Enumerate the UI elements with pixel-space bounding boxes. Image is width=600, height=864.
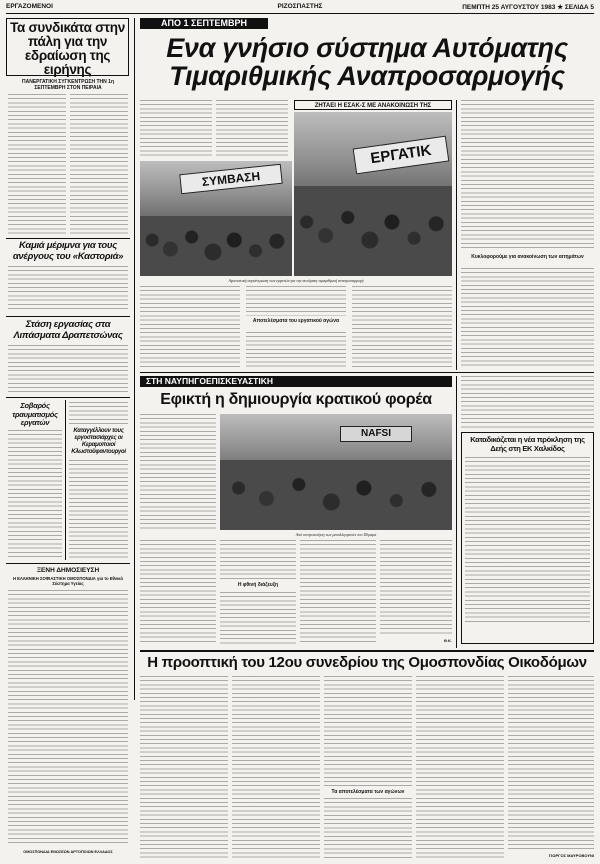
kastora-body <box>8 266 128 312</box>
unions-headline: Τα συνδικάτα στην πάλη για την εδραίωση της ειρήνης <box>10 20 125 77</box>
announce-subhead: Η ΕΛΛΗΝΙΚΗ ΣΟΦΙΑΣΤΙΚΗ ΟΜΟΣΠΟΝΔΙΑ για το Εθνικό Σύστημα Υγείας <box>12 576 124 586</box>
builders-mid-subhead: Τα αποτελέσματα των αγώνων <box>331 789 405 795</box>
builders-headline: Η προοπτική του 12ου συνεδρίου της Ομοσπονδίας Οικοδόμων <box>147 654 587 671</box>
right-body-3 <box>461 376 594 428</box>
drapetsona-body <box>8 345 128 393</box>
photo-banner-side: ΕΡΓΑΤΙΚ <box>353 136 450 175</box>
unions-body-col2 <box>70 94 128 234</box>
announce-body <box>8 590 128 846</box>
injury-box-body <box>465 457 590 623</box>
unions-body-col1 <box>8 94 66 234</box>
unions-headline-box <box>6 18 129 76</box>
builders-body-col3 <box>324 676 412 786</box>
rule <box>6 316 130 317</box>
shipyard-mid-subhead: Η φθινή διάζευξη <box>237 582 279 588</box>
shipyard-body-col2 <box>220 540 296 580</box>
shipyard-signature: Θ.Κ. <box>443 638 452 643</box>
date-page: ΠΕΜΠΤΗ 25 ΑΥΓΟΥΣΤΟΥ 1983 ★ ΣΕΛΙΔΑ 5 <box>462 4 594 11</box>
drapetsona-headline: Στάση εργασίας στα Λιπάσματα Δραπετσώνας <box>13 319 123 341</box>
demands-subhead: Κυκλοφορούμε για ανακοίνωση των αιτημάτων <box>471 254 584 260</box>
running-head <box>6 3 594 14</box>
rule <box>6 238 130 239</box>
shipyard-body-col3 <box>300 540 376 644</box>
main-kicker: ΑΠΟ 1 ΣΕΠΤΕΜΒΡΗ <box>140 18 268 29</box>
builders-body-col3b <box>324 798 412 858</box>
kastora-headline: Καμιά μέριμνα για τους ανέργους του «Καστοριά» <box>12 240 124 262</box>
main-intro-col1 <box>140 100 212 158</box>
newspaper-name: ΡΙΖΟΣΠΑΣΤΗΣ <box>277 3 323 10</box>
right-body-2 <box>461 268 594 368</box>
builders-body-col1 <box>140 676 228 858</box>
column-divider <box>456 376 457 648</box>
textile-top-body <box>69 402 128 424</box>
photo-box-label: ΖΗΤΑΕΙ Η ΕΣΑΚ-Σ ΜΕ ΑΝΑΚΟΙΝΩΣΗ ΤΗΣ <box>294 100 452 110</box>
shipyard-body-col1 <box>140 414 216 530</box>
right-body-1 <box>461 100 594 250</box>
shipyard-headline: Εφικτή η δημιουργία κρατικού φορέα <box>160 391 432 408</box>
shipyard-photo-caption: Από κινητοποίηση των μεταλλεργατών στο Πέραμα <box>295 532 377 537</box>
rule <box>140 650 594 652</box>
main-headline: Ενα γνήσιο σύστημα Αυτόματης Τιμαριθμικής Αναπροσαρμογής <box>166 33 568 91</box>
rule <box>6 397 130 398</box>
main-photo-right <box>294 112 452 276</box>
main-body-col2 <box>246 286 346 316</box>
shipyard-body-col2b <box>220 592 296 644</box>
injury-box-headline: Καταδικάζεται η νέα πρόκληση της Δεής στη ΕΚ Χαλκίδος <box>470 435 585 453</box>
kiln-body <box>69 460 128 558</box>
main-body-col2b <box>246 332 346 368</box>
section-name: ΕΡΓΑΖΟΜΕΝΟΙ <box>6 3 53 10</box>
main-body-col3 <box>352 286 452 368</box>
left-column <box>6 18 132 864</box>
main-mid-subhead: Αποτελέσματα του εργατικού αγώνα <box>252 318 340 324</box>
main-photo-caption: Αγωνιστική συγκέντρωση των εργατών για την αυτόματη τιμαριθμική αναπροσαρμογή <box>228 278 364 283</box>
announce-headline: ΞΕΝΗ ΔΗΜΟΣΙΕΥΣΗ <box>36 567 100 574</box>
injury-box <box>461 432 594 644</box>
unions-subhead: ΠΑΝΕΡΓΑΤΙΚΗ ΣΥΓΚΕΝΤΡΩΣΗ ΤΗΝ 1η ΣΕΠΤΕΜΒΡΗ ΣΤΟΝ ΠΕΙΡΑΙΑ <box>21 79 114 91</box>
shipyard-photo <box>220 414 452 530</box>
builders-signature: ΓΙΩΡΓΟΣ ΜΑΥΡΟΒΟΥΝΙ <box>548 853 594 858</box>
main-photo <box>140 161 292 276</box>
main-intro-col2 <box>216 100 288 158</box>
shipyard-photo-sign: NAFSI <box>340 426 412 442</box>
column-divider <box>134 18 135 700</box>
injuries-headline: Σοβαρός τραυματισμός εργατών <box>12 401 58 427</box>
injuries-body <box>8 430 62 558</box>
rule <box>6 563 130 564</box>
rule <box>140 372 594 373</box>
shipyard-body-col4b <box>380 540 452 636</box>
builders-body-col5 <box>508 676 594 852</box>
main-body-col1 <box>140 286 240 368</box>
builders-body-col4 <box>416 676 504 858</box>
builders-body-col2 <box>232 676 320 858</box>
rule <box>65 400 66 560</box>
shipyard-body-col1b <box>140 540 216 644</box>
announce-signature: ΟΜΟΣΠΟΝΔΙΑ ΕΝΩΣΕΩΝ ΑΡΤΟΠΟΙΩΝ ΕΛΛΑΔΟΣ <box>23 850 113 854</box>
kiln-headline: Καταγγέλλουν τους εργοστασιάρχες οι Κεραμοποιοί Κλωστοϋφαντουργοί <box>71 428 126 455</box>
photo-banner-top: ΣΥΜΒΑΣΗ <box>179 164 283 195</box>
shipyard-kicker: ΣΤΗ ΝΑΥΠΗΓΟΕΠΙΣΚΕΥΑΣΤΙΚΗ <box>140 376 452 387</box>
column-divider <box>456 100 457 370</box>
